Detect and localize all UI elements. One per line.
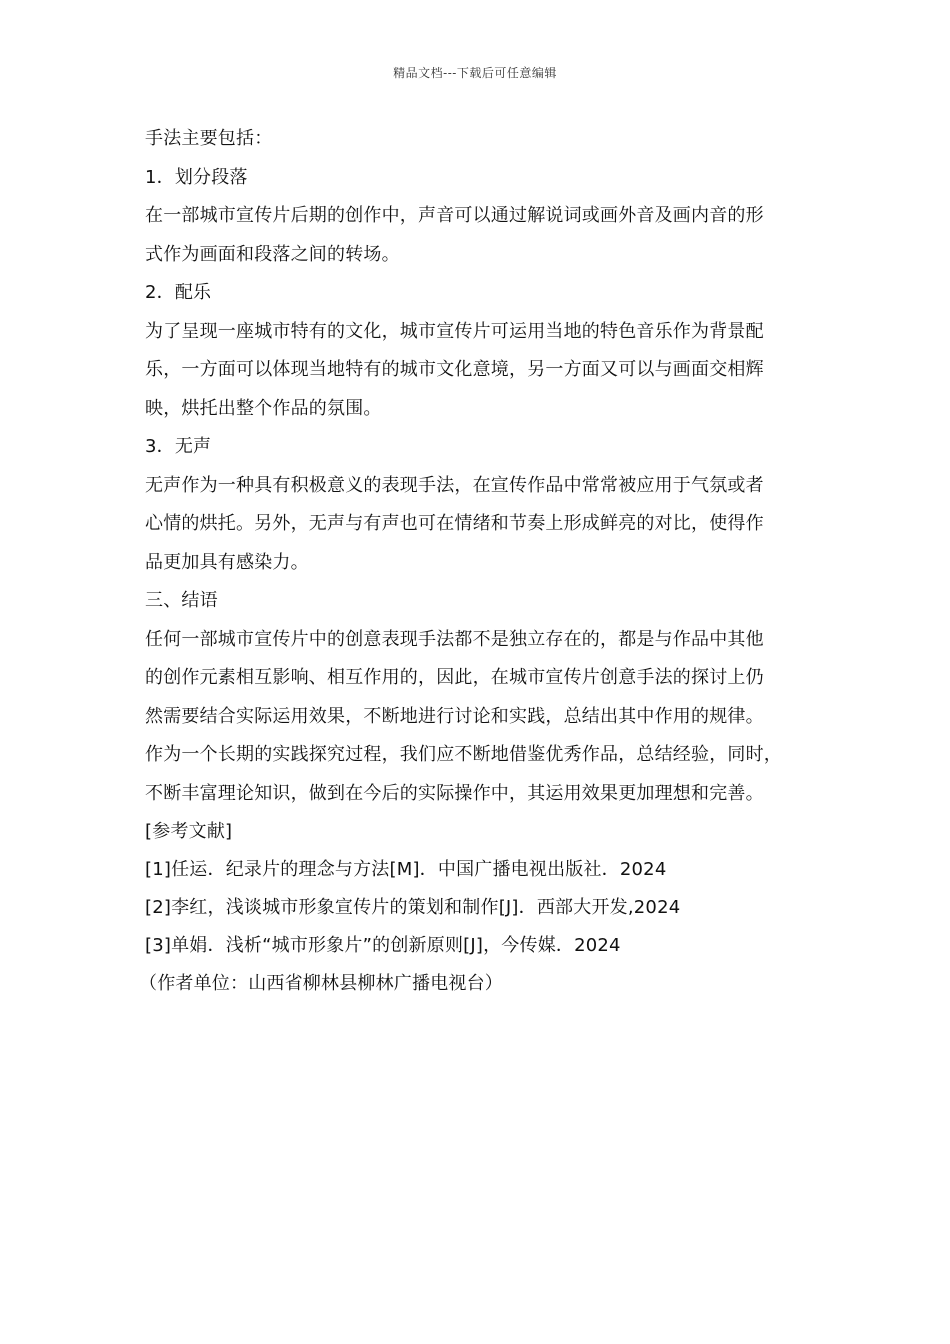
paragraph-line: 在一部城市宣传片后期的创作中，声音可以通过解说词或画外音及画内音的形 [145,205,764,226]
paragraph-line: 乐，一方面可以体现当地特有的城市文化意境，另一方面又可以与画面交相辉 [145,359,764,380]
subheading-silence: 3．无声 [145,436,212,457]
subheading-music: 2．配乐 [145,282,212,303]
author-affiliation: （作者单位：山西省柳林县柳林广播电视台） [139,973,503,994]
subheading-divide-paragraphs: 1．划分段落 [145,166,248,188]
paragraph-line: 为了呈现一座城市特有的文化，城市宣传片可运用当地的特色音乐作为背景配 [145,320,764,342]
document-watermark-header: 精品文档---下载后可任意编辑 [393,66,557,80]
paragraph-line: 任何一部城市宣传片中的创意表现手法都不是独立存在的，都是与作品中其他 [145,628,764,650]
paragraph-line: 心情的烘托。另外，无声与有声也可在情绪和节奏上形成鲜亮的对比，使得作 [145,513,764,534]
paragraph-line: 不断丰富理论知识，做到在今后的实际操作中，其运用效果更加理想和完善。 [145,782,764,804]
paragraph-line: 作为一个长期的实践探究过程，我们应不断地借鉴优秀作品，总结经验，同时， [145,744,782,765]
paragraph-line: 然需要结合实际运用效果，不断地进行讨论和实践，总结出其中作用的规律。 [145,705,764,727]
reference-item: [2]李红，浅谈城市形象宣传片的策划和制作[J]．西部大开发,2024 [145,897,681,918]
references-heading: [参考文献] [145,821,233,842]
paragraph-line: 品更加具有感染力。 [145,551,309,573]
paragraph-line: 映，烘托出整个作品的氛围。 [145,397,382,419]
reference-item: [1]任运．纪录片的理念与方法[M]．中国广播电视出版社．2024 [145,859,667,880]
intro-line: 手法主要包括： [145,128,273,149]
reference-item: [3]单娟．浅析“城市形象片”的创新原则[J]，今传媒．2024 [145,935,621,956]
section-heading-conclusion: 三、结语 [145,590,218,611]
document-body [139,120,835,1003]
paragraph-line: 式作为画面和段落之间的转场。 [145,243,400,265]
paragraph-line: 的创作元素相互影响、相互作用的，因此，在城市宣传片创意手法的探讨上仍 [145,667,764,688]
paragraph-line: 无声作为一种具有积极意义的表现手法，在宣传作品中常常被应用于气氛或者 [145,474,764,496]
